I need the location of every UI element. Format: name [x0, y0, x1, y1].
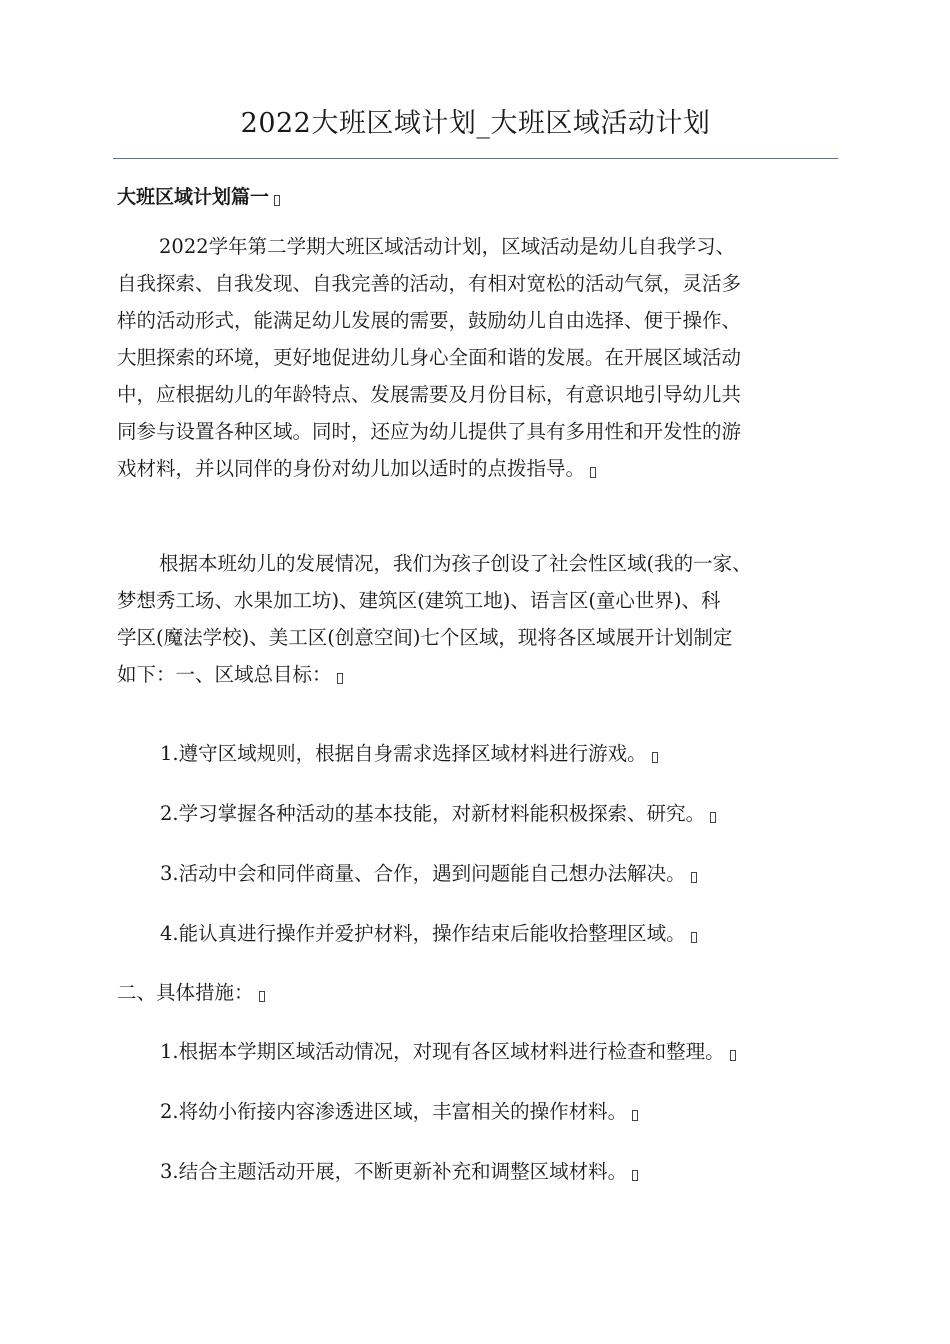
paragraph-line: 根据本班幼儿的发展情况，我们为孩子创设了社会性区域(我的一家、 — [159, 552, 752, 575]
measure-item: 2.将幼小衔接内容渗透进区域，丰富相关的操作材料。 — [160, 1095, 638, 1129]
paragraph-line: 戏材料，并以同伴的身份对幼儿加以适时的点拨指导。 — [117, 450, 842, 487]
paragraph-line: 学区(魔法学校)、美工区(创意空间)七个区域，现将各区域展开计划制定 — [117, 626, 733, 649]
paragraph-line: 大胆探索的环境，更好地促进幼儿身心全面和谐的发展。在开展区域活动 — [117, 346, 742, 369]
measure-item: 3.结合主题活动开展，不断更新补充和调整区域材料。 — [160, 1155, 638, 1189]
title-divider — [113, 158, 838, 159]
paragraph-line: 如下：一、区域总目标： — [117, 656, 842, 693]
goal-item: 2.学习掌握各种活动的基本技能，对新材料能积极探索、研究。 — [160, 797, 716, 831]
paragraph-mark-icon — [691, 872, 697, 883]
goal-item: 1.遵守区域规则，根据自身需求选择区域材料进行游戏。 — [160, 737, 658, 771]
paragraph-mark-icon — [259, 991, 265, 1002]
goal-item: 3.活动中会和同伴商量、合作，遇到问题能自己想办法解决。 — [160, 857, 697, 891]
paragraph-mark-icon — [337, 673, 343, 684]
paragraph-mark-icon — [632, 1110, 638, 1121]
paragraph-line: 2022学年第二学期大班区域活动计划，区域活动是幼儿自我学习、 — [159, 235, 736, 258]
paragraph-intro — [117, 228, 842, 487]
paragraph-line: 自我探索、自我发现、自我完善的活动，有相对宽松的活动气氛，灵活多 — [117, 272, 742, 295]
paragraph-line: 梦想秀工场、水果加工坊)、建筑区(建筑工地)、语言区(童心世界)、科 — [117, 589, 721, 612]
paragraph-mark-icon — [652, 752, 658, 763]
paragraph-line: 中，应根据幼儿的年龄特点、发展需要及月份目标，有意识地引导幼儿共 — [117, 383, 742, 406]
paragraph-mark-icon — [274, 195, 280, 206]
paragraph-line: 同参与设置各种区域。同时，还应为幼儿提供了具有多用性和开发性的游 — [117, 420, 742, 443]
paragraph-mark-icon — [590, 467, 596, 478]
goal-item: 4.能认真进行操作并爱护材料，操作结束后能收拾整理区域。 — [160, 917, 697, 951]
paragraph-mark-icon — [691, 932, 697, 943]
paragraph-line: 样的活动形式，能满足幼儿发展的需要，鼓励幼儿自由选择、便于操作、 — [117, 309, 742, 332]
paragraph-mark-icon — [632, 1170, 638, 1181]
measure-item: 1.根据本学期区域活动情况，对现有各区域材料进行检查和整理。 — [160, 1035, 736, 1069]
paragraph-mark-icon — [730, 1050, 736, 1061]
paragraph-areas — [117, 545, 842, 693]
document-title: 2022大班区域计划_大班区域活动计划 — [240, 108, 711, 139]
section-heading — [117, 180, 280, 214]
measures-heading: 二、具体措施： — [117, 976, 265, 1010]
paragraph-mark-icon — [710, 812, 716, 823]
section-heading-text: 大班区域计划篇一 — [117, 186, 270, 208]
